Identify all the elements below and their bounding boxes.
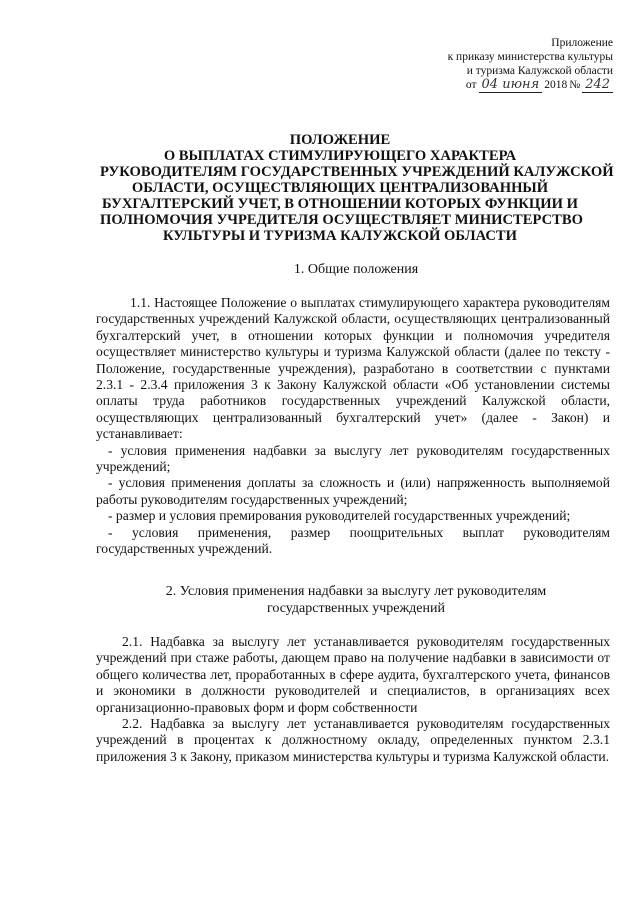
section-1-body (96, 295, 610, 558)
paragraph-2-1: 2.1. Надбавка за выслугу лет устанавливается руководителям государственных учреждений при стаже работы, дающем право на получение надбавки в зависимости от общего количества лет, проработанных в сфере аудита, бухгалтерского учета, финансов и экономики в должности руководителей и специалистов, в организациях всех организационно-правовых форм и форм собственности (96, 634, 610, 715)
appendix-label: Приложение (551, 37, 613, 49)
appendix-ministry-line: и туризма Калужской области (466, 65, 613, 77)
section-2-heading-line-1: 2. Условия применения надбавки за выслугу лет руководителям (165, 584, 547, 599)
paragraph-1-1: 1.1. Настоящее Положение о выплатах стимулирующего характера руководителям государственных учреждений Калужской области, осуществляющих централизованный бухгалтерский учет, в отношении которых функции и полномочия учредителя осуществляет министерство культуры и туризма Калужской области (далее по тексту - Положение, государственные учреждения), разработано в соответствии с пунктами 2.3.1 - 2.3.4 приложения 3 к Закону Калужской области «Об установлении системы оплаты труда работников государственных учреждений Калужской области, осуществляющих централизованный бухгалтерский учет» (далее - Закон) и устанавливает: (96, 295, 610, 442)
list-item-incentive: - условия применения, размер поощрительных выплат руководителям государственных учреждений. (96, 524, 610, 557)
title-line-7: КУЛЬТУРЫ И ТУРИЗМА КАЛУЖСКОЙ ОБЛАСТИ (162, 228, 518, 244)
handwritten-date: 04 июня (479, 78, 543, 93)
document-title (100, 132, 614, 244)
number-sign: № (569, 79, 581, 91)
list-item-bonus: - размер и условия премирования руководителей государственных учреждений; (108, 508, 571, 524)
appendix-date-line (423, 78, 613, 93)
title-line-2: О ВЫПЛАТАХ СТИМУЛИРУЮЩЕГО ХАРАКТЕРА (163, 148, 517, 164)
title-line-4: ОБЛАСТИ, ОСУЩЕСТВЛЯЮЩИХ ЦЕНТРАЛИЗОВАННЫЙ (131, 180, 549, 196)
title-line-3: РУКОВОДИТЕЛЯМ ГОСУДАРСТВЕННЫХ УЧРЕЖДЕНИЙ КАЛУЖСКОЙ (100, 164, 614, 180)
title-line-1: ПОЛОЖЕНИЕ (289, 132, 391, 148)
list-item-seniority: - условия применения надбавки за выслугу лет руководителям государственных учреждений; (96, 442, 610, 475)
section-1-heading: 1. Общие положения (293, 262, 419, 277)
list-item-complexity: - условия применения доплаты за сложность и (или) напряженность выполняемой работы руководителям государственных учреждений; (96, 475, 610, 507)
appendix-header (423, 36, 613, 93)
section-2-heading (96, 584, 616, 617)
title-line-6: ПОЛНОМОЧИЯ УЧРЕДИТЕЛЯ ОСУЩЕСТВЛЯЕТ МИНИСТЕРСТВО (100, 212, 583, 228)
section-2-heading-line-2: государственных учреждений (267, 600, 445, 616)
handwritten-number: 242 (582, 78, 613, 93)
section-2-body (96, 634, 610, 765)
date-year: 2018 (544, 79, 568, 91)
date-prefix: от (465, 79, 477, 91)
title-line-5: БУХГАЛТЕРСКИЙ УЧЕТ, В ОТНОШЕНИИ КОТОРЫХ ФУНКЦИИ И (102, 196, 578, 212)
paragraph-2-2: 2.2. Надбавка за выслугу лет устанавливается руководителям государственных учреждений в процентах к должностному окладу, определенных пунктом 2.3.1 приложения 3 к Закону, приказом министерства культуры и туризма Калужской области. (96, 716, 610, 764)
appendix-order-line: к приказу министерства культуры (447, 51, 613, 63)
